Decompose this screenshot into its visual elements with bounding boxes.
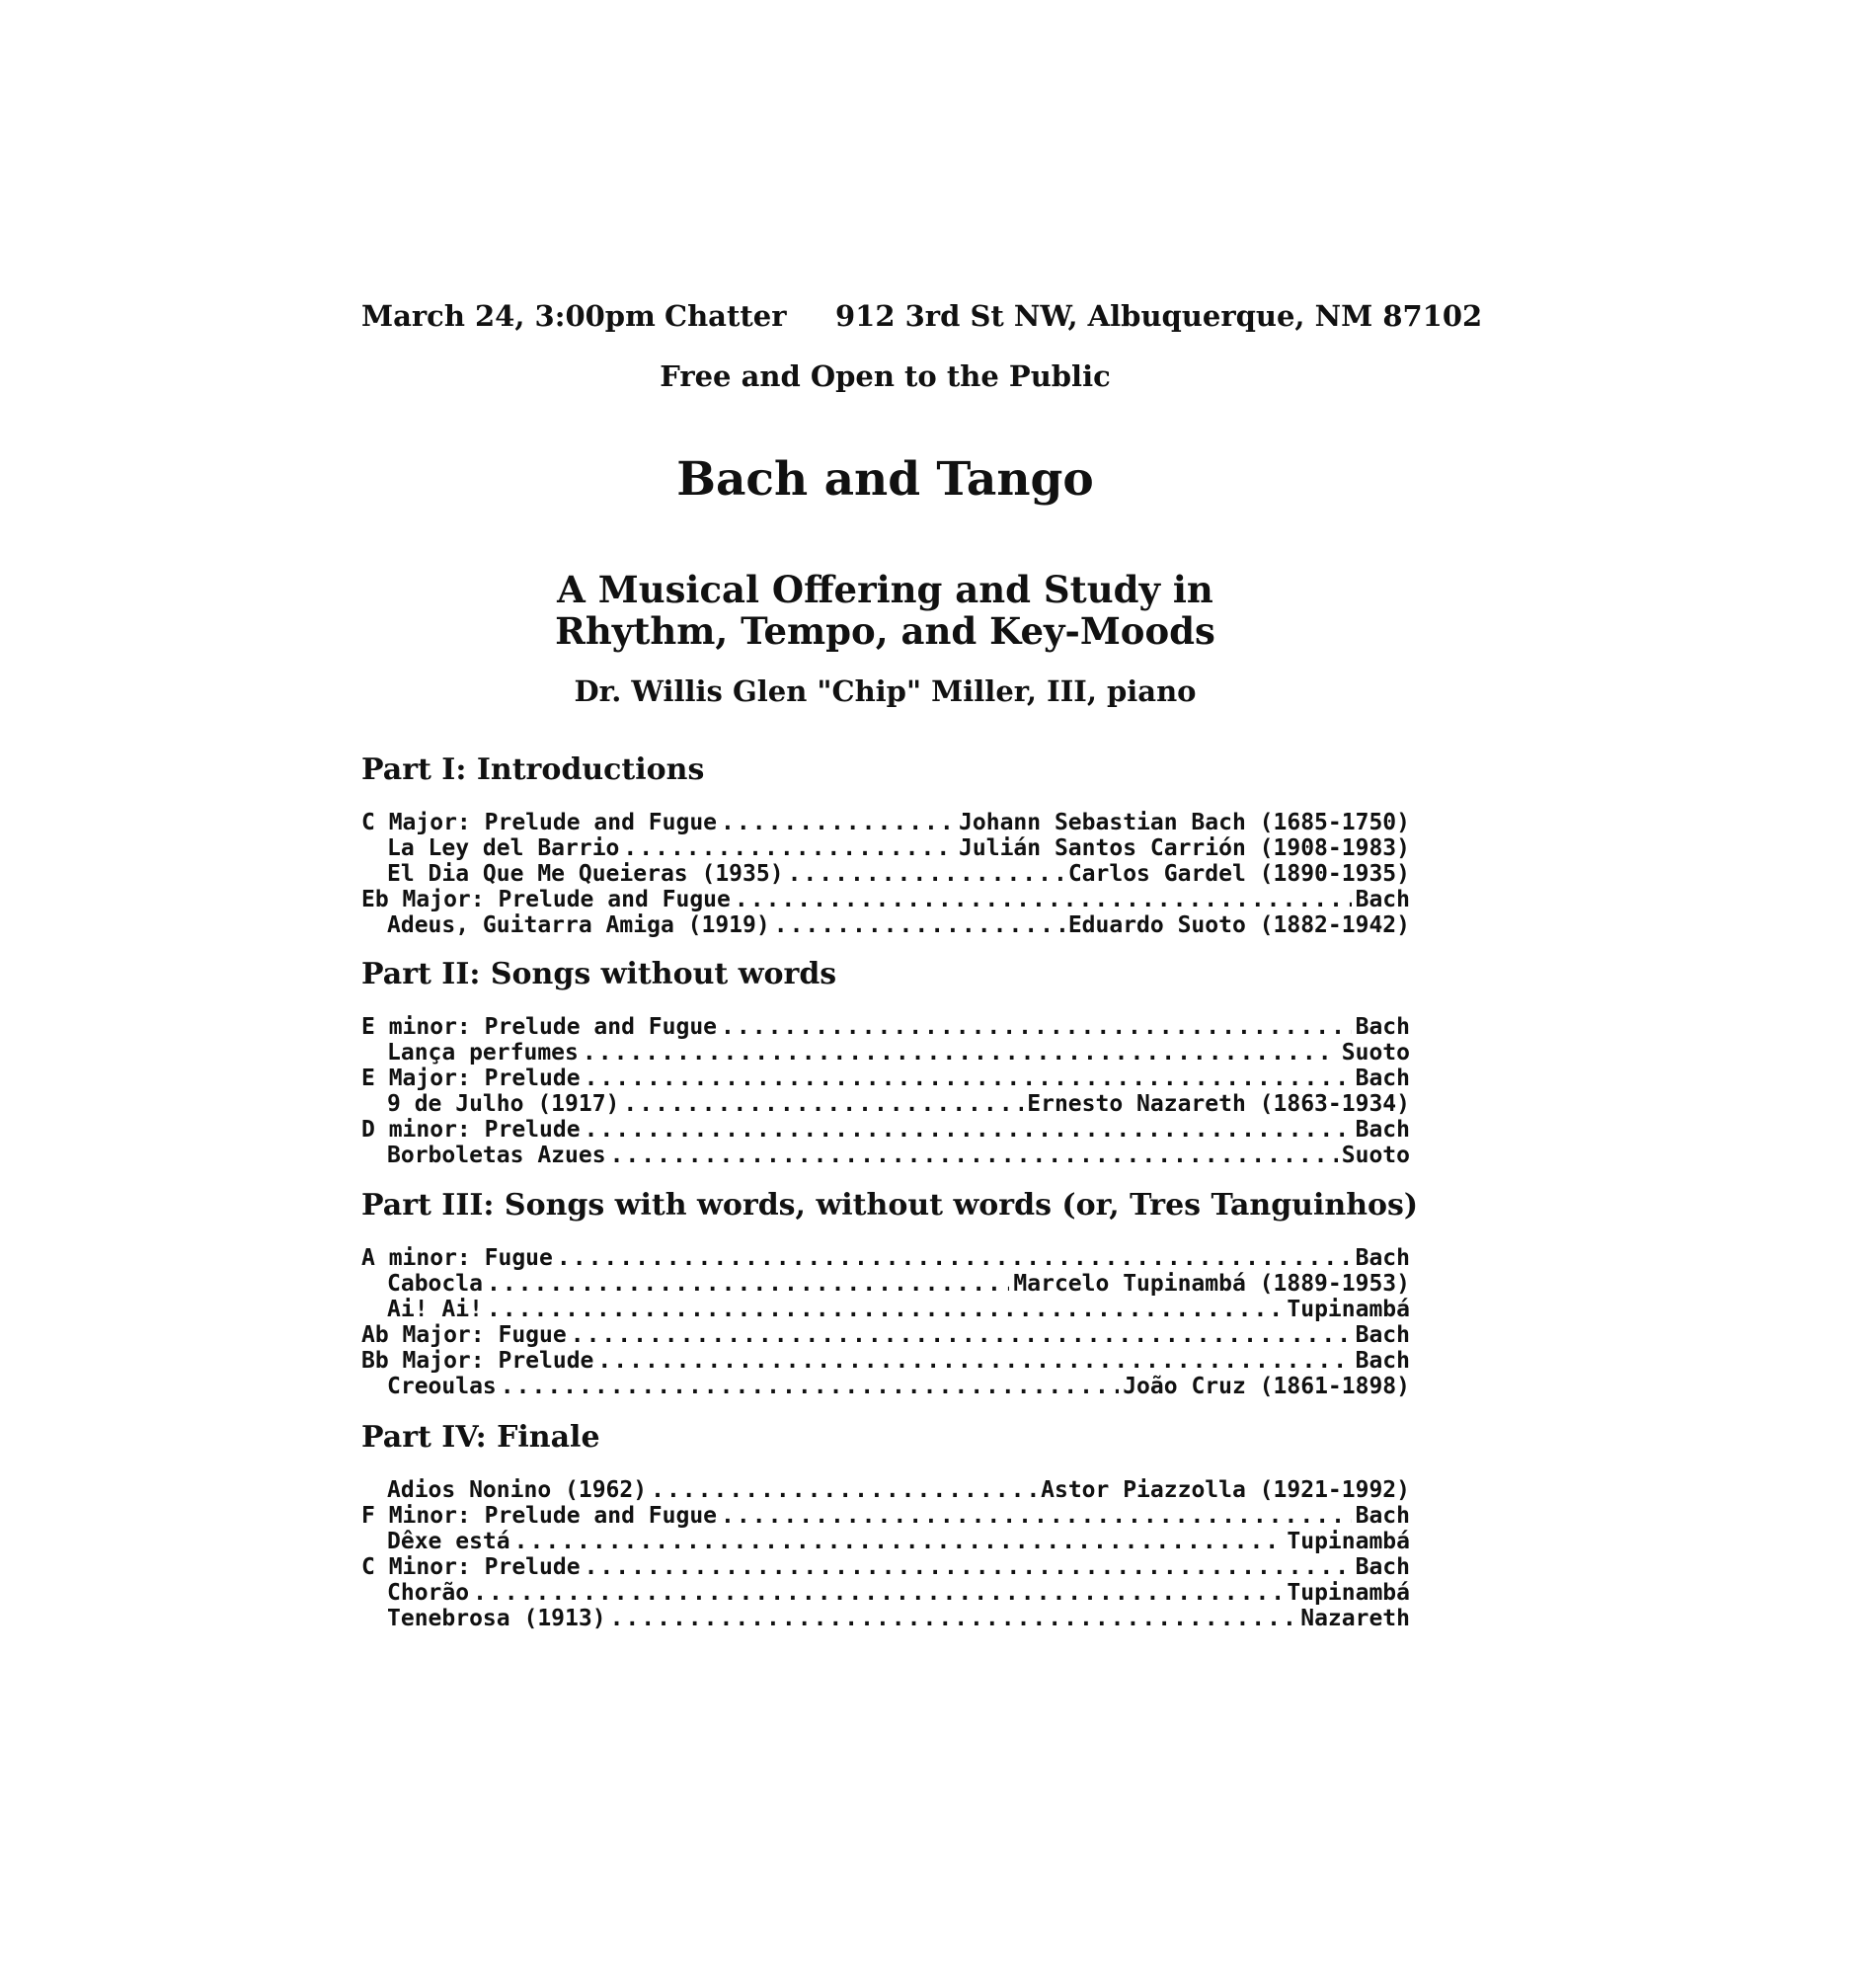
composer-name: Bach [1355, 1503, 1410, 1529]
work-title: C Minor: Prelude [361, 1554, 581, 1580]
subtitle [0, 569, 1770, 652]
event-address: 912 3rd St NW, Albuquerque, NM 87102 [835, 299, 1483, 333]
work-title: E Major: Prelude [361, 1066, 581, 1091]
work-title: El Dia Que Me Queieras (1935) [387, 861, 784, 887]
dot-leader [774, 912, 1064, 938]
program-entry [361, 1348, 1410, 1374]
composer-name: Tupinambá [1287, 1529, 1410, 1554]
dot-leader [585, 1117, 1352, 1143]
composer-name: Tupinambá [1287, 1580, 1410, 1606]
subtitle-line-1: A Musical Offering and Study in [557, 568, 1213, 611]
composer-name: Astor Piazzolla (1921-1992) [1041, 1477, 1410, 1503]
dot-leader [651, 1477, 1037, 1503]
part-heading: Part I: Introductions [361, 752, 705, 787]
work-title: Ab Major: Fugue [361, 1322, 567, 1348]
event-info-line [361, 296, 1483, 336]
program-list [361, 1477, 1410, 1631]
program-entry [361, 1271, 1410, 1297]
work-title: Bb Major: Prelude [361, 1348, 594, 1374]
composer-name: Nazareth [1300, 1606, 1410, 1631]
composer-name: Bach [1355, 1066, 1410, 1091]
work-title: A minor: Fugue [361, 1245, 553, 1271]
composer-name: Carlos Gardel (1890-1935) [1067, 861, 1410, 887]
program-entry [361, 1580, 1410, 1606]
program-entry [361, 1322, 1410, 1348]
work-title: La Ley del Barrio [387, 835, 620, 861]
work-title: Borboletas Azues [387, 1143, 606, 1168]
program-entry [361, 887, 1410, 912]
composer-name: Bach [1355, 1117, 1410, 1143]
dot-leader [571, 1322, 1352, 1348]
composer-name: Eduardo Suoto (1882-1942) [1067, 912, 1410, 938]
work-title: Adios Nonino (1962) [387, 1477, 648, 1503]
composer-name: Tupinambá [1287, 1297, 1410, 1322]
program-entry [361, 810, 1410, 835]
program-entry [361, 1091, 1410, 1117]
work-title: Cabocla [387, 1271, 483, 1297]
program-entry [361, 1040, 1410, 1066]
composer-name: Bach [1355, 1554, 1410, 1580]
event-venue: Chatter [664, 299, 787, 333]
program-entry [361, 1503, 1410, 1529]
program-entry [361, 1374, 1410, 1399]
composer-name: Johann Sebastian Bach (1685-1750) [959, 810, 1410, 835]
program-entry [361, 1066, 1410, 1091]
dot-leader [610, 1606, 1297, 1631]
composer-name: João Cruz (1861-1898) [1123, 1374, 1410, 1399]
composer-name: Bach [1355, 1348, 1410, 1374]
program-entry [361, 1117, 1410, 1143]
composer-name: Suoto [1341, 1040, 1410, 1066]
admission-note: Free and Open to the Public [660, 359, 1111, 393]
dot-leader [487, 1271, 1009, 1297]
dot-leader [501, 1374, 1119, 1399]
program-entry [361, 1245, 1410, 1271]
dot-leader [557, 1245, 1352, 1271]
work-title: E minor: Prelude and Fugue [361, 1014, 718, 1040]
program-entry [361, 1477, 1410, 1503]
composer-name: Ernesto Nazareth (1863-1934) [1027, 1091, 1410, 1117]
dot-leader [585, 1554, 1352, 1580]
composer-name: Julián Santos Carrión (1908-1983) [959, 835, 1410, 861]
work-title: Dêxe está [387, 1529, 510, 1554]
work-title: C Major: Prelude and Fugue [361, 810, 718, 835]
work-title: F Minor: Prelude and Fugue [361, 1503, 718, 1529]
dot-leader [585, 1066, 1352, 1091]
work-title: D minor: Prelude [361, 1117, 581, 1143]
dot-leader [721, 810, 955, 835]
part-heading: Part III: Songs with words, without words (or, Tres Tanguinhos) [361, 1188, 1419, 1223]
composer-name: Bach [1355, 1245, 1410, 1271]
part-heading: Part IV: Finale [361, 1420, 600, 1455]
composer-name: Suoto [1341, 1143, 1410, 1168]
dot-leader [721, 1014, 1352, 1040]
dot-leader [788, 861, 1064, 887]
work-title: Ai! Ai! [387, 1297, 483, 1322]
program-entry [361, 1554, 1410, 1580]
composer-name: Bach [1355, 1322, 1410, 1348]
dot-leader [583, 1040, 1338, 1066]
program-list [361, 1014, 1410, 1168]
dot-leader [610, 1143, 1338, 1168]
program-entry [361, 1014, 1410, 1040]
composer-name: Marcelo Tupinambá (1889-1953) [1013, 1271, 1410, 1297]
work-title: Creoulas [387, 1374, 497, 1399]
part-heading: Part II: Songs without words [361, 957, 837, 991]
work-title: 9 de Julho (1917) [387, 1091, 620, 1117]
program-entry [361, 1529, 1410, 1554]
dot-leader [721, 1503, 1352, 1529]
program-entry [361, 861, 1410, 887]
program-entry [361, 835, 1410, 861]
subtitle-line-2: Rhythm, Tempo, and Key-Moods [555, 609, 1215, 653]
dot-leader [735, 887, 1352, 912]
composer-name: Bach [1355, 887, 1410, 912]
work-title: Adeus, Guitarra Amiga (1919) [387, 912, 770, 938]
program-list [361, 1245, 1410, 1399]
program-entry [361, 1143, 1410, 1168]
dot-leader [597, 1348, 1351, 1374]
program-list [361, 810, 1410, 938]
performer-credit: Dr. Willis Glen "Chip" Miller, III, piano [574, 674, 1197, 708]
work-title: Chorão [387, 1580, 470, 1606]
work-title: Eb Major: Prelude and Fugue [361, 887, 731, 912]
program-entry [361, 1606, 1410, 1631]
dot-leader [514, 1529, 1284, 1554]
work-title: Tenebrosa (1913) [387, 1606, 606, 1631]
page-title: Bach and Tango [676, 452, 1094, 507]
program-entry [361, 912, 1410, 938]
dot-leader [623, 1091, 1023, 1117]
dot-leader [473, 1580, 1283, 1606]
composer-name: Bach [1355, 1014, 1410, 1040]
work-title: Lança perfumes [387, 1040, 579, 1066]
dot-leader [487, 1297, 1283, 1322]
dot-leader [623, 835, 955, 861]
event-date: March 24, 3:00pm [361, 299, 656, 333]
program-entry [361, 1297, 1410, 1322]
